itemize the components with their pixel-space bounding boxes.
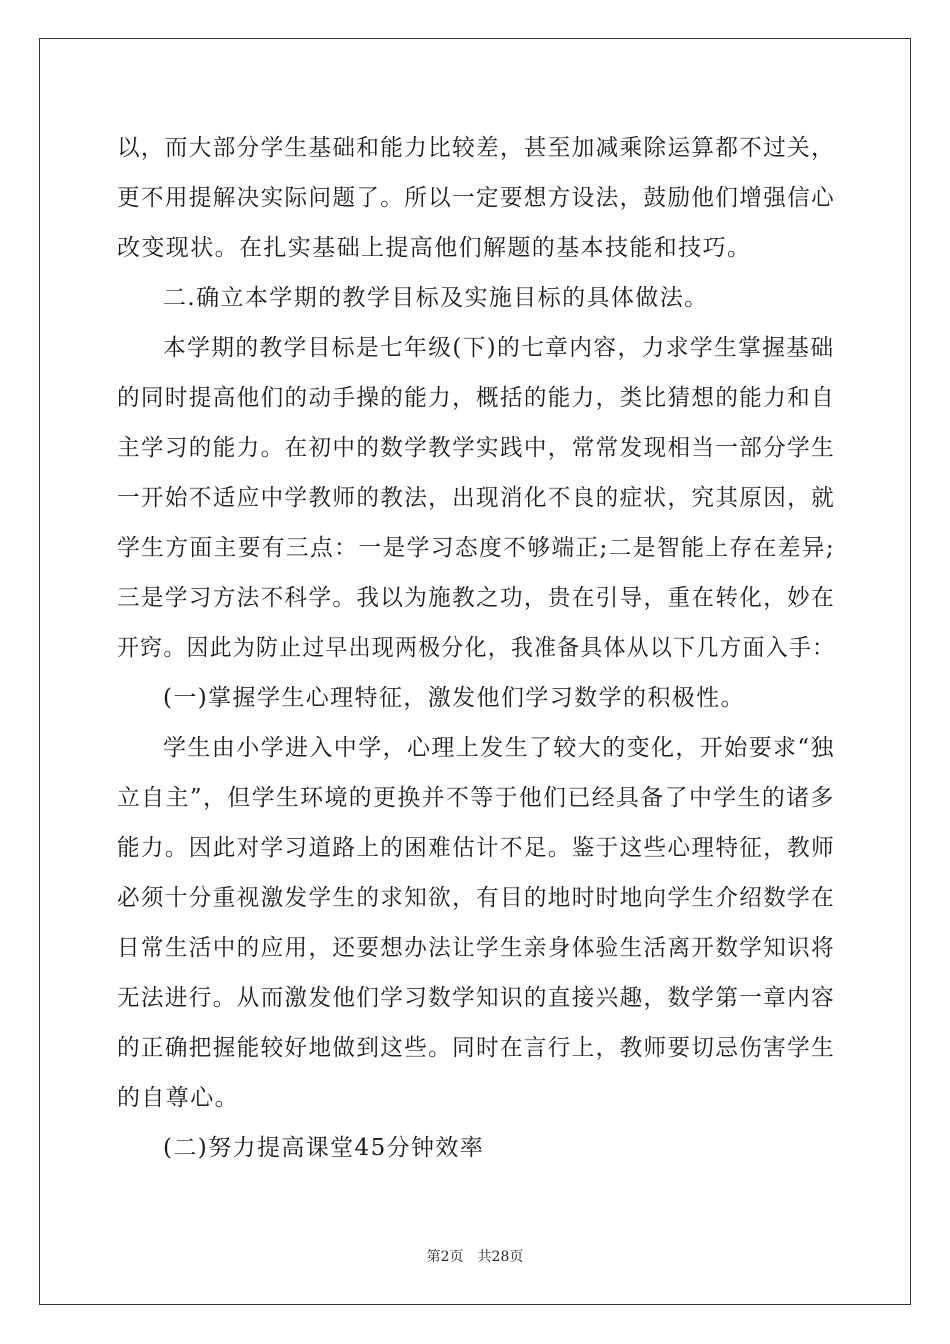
text-line: 学生由小学进入中学，心理上发生了较大的变化，开始要求“独	[163, 735, 835, 761]
text-line: 的自尊心。	[117, 1085, 239, 1111]
page-footer	[0, 1248, 950, 1266]
subsection-heading: (一)掌握学生心理特征，激发他们学习数学的积极性。	[163, 685, 745, 711]
text-line: 以，而大部分学生基础和能力比较差，甚至加减乘除运算都不过关，	[117, 135, 836, 161]
text-line: 一开始不适应中学教师的教法，出现消化不良的症状，究其原因，就	[117, 485, 836, 511]
text-line: 主学习的能力。在初中的数学教学实践中，常常发现相当一部分学生	[117, 435, 836, 461]
text-line: 学生方面主要有三点：一是学习态度不够端正;二是智能上存在差异;	[117, 535, 835, 561]
text-line: 无法进行。从而激发他们学习数学知识的直接兴趣，数学第一章内容	[117, 985, 836, 1011]
text-line: 的同时提高他们的动手操的能力，概括的能力，类比猜想的能力和自	[117, 385, 836, 411]
text-line: 能力。因此对学习道路上的困难估计不足。鉴于这些心理特征，教师	[117, 835, 836, 861]
page-number: 第2页	[426, 1249, 464, 1265]
text-line: 本学期的教学目标是七年级(下)的七章内容，力求学生掌握基础	[163, 335, 835, 361]
text-line: 必须十分重视激发学生的求知欲，有目的地时时地向学生介绍数学在	[117, 885, 836, 911]
text-line: 的正确把握能较好地做到这些。同时在言行上，教师要切忌伤害学生	[117, 1035, 836, 1061]
text-line: 日常生活中的应用，还要想办法让学生亲身体验生活离开数学知识将	[117, 935, 836, 961]
text-line: 立自主”，但学生环境的更换并不等于他们已经具备了中学生的诸多	[117, 785, 835, 811]
text-line: 更不用提解决实际问题了。所以一定要想方设法，鼓励他们增强信心	[117, 185, 836, 211]
section-heading: 二.确立本学期的教学目标及实施目标的具体做法。	[163, 285, 709, 311]
text-line: 开窍。因此为防止过早出现两极分化，我准备具体从以下几方面入手：	[117, 635, 836, 661]
text-line: 三是学习方法不科学。我以为施教之功，贵在引导，重在转化，妙在	[117, 585, 836, 611]
page-total: 共28页	[477, 1249, 524, 1265]
page-border	[39, 38, 911, 1305]
subsection-heading: (二)努力提高课堂45分钟效率	[163, 1135, 485, 1161]
text-line: 改变现状。在扎实基础上提高他们解题的基本技能和技巧。	[117, 235, 752, 261]
